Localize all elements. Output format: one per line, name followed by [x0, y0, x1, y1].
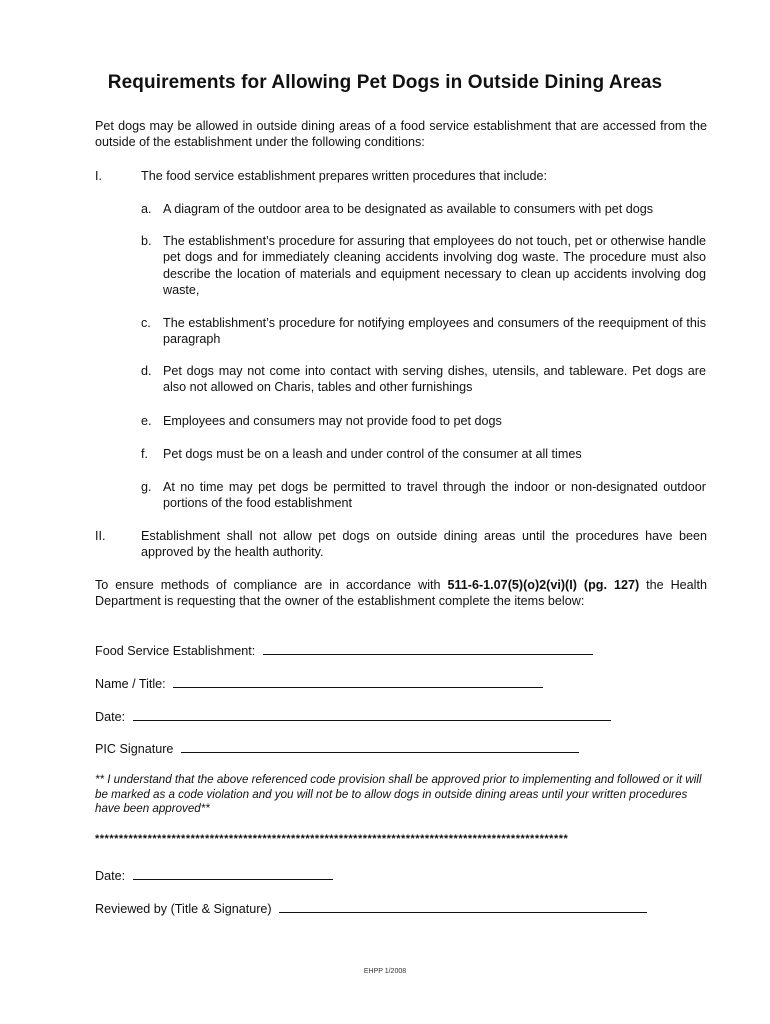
item-b-text: The establishment’s procedure for assuring that employees do not touch, pet or otherwise handle pet dogs and for immediately cleaning accidents involving dog waste. The procedure must also describe the location of materials and equipment necessary to clean up accidents involving dog waste,	[163, 234, 706, 298]
section-1-numeral: I.	[95, 169, 102, 183]
footer-code: EHPP 1/2008	[363, 968, 407, 975]
reviewed-by-label: Reviewed by (Title & Signature)	[95, 902, 272, 916]
item-a-letter: a.	[141, 202, 152, 216]
name-title-blank[interactable]	[173, 675, 543, 688]
separator-line: ***************************************************************************************************	[95, 833, 569, 845]
pic-signature-field-row	[95, 740, 579, 757]
item-d-letter: d.	[141, 364, 152, 378]
item-a-text: A diagram of the outdoor area to be designated as available to consumers with pet dogs	[163, 202, 654, 216]
item-b-letter: b.	[141, 234, 152, 248]
establishment-label: Food Service Establishment:	[95, 644, 256, 658]
code-reference: 511-6-1.07(5)(o)2(vi)(I) (pg. 127)	[447, 578, 640, 592]
review-date-blank[interactable]	[133, 867, 333, 880]
item-e-letter: e.	[141, 414, 152, 428]
section-2-text: Establishment shall not allow pet dogs on outside dining areas until the procedures have been approved by the health authority.	[141, 529, 707, 560]
item-f-letter: f.	[141, 447, 148, 461]
reviewed-by-blank[interactable]	[279, 900, 647, 913]
reviewed-by-field-row	[95, 900, 647, 917]
section-1-text: The food service establishment prepares written procedures that include:	[141, 169, 548, 183]
page-title: Requirements for Allowing Pet Dogs in Outside Dining Areas	[107, 72, 663, 93]
name-title-field-row	[95, 675, 543, 692]
compliance-paragraph	[95, 577, 707, 610]
item-f-text: Pet dogs must be on a leash and under control of the consumer at all times	[163, 447, 582, 461]
item-g-text: At no time may pet dogs be permitted to travel through the indoor or non-designated outdoor portions of the food establishment	[163, 480, 706, 511]
compliance-after: the Health Department is requesting that the owner of the establishment complete the items below:	[95, 578, 707, 609]
section-2-numeral: II.	[95, 529, 106, 543]
establishment-blank[interactable]	[263, 642, 593, 655]
pic-signature-blank[interactable]	[181, 740, 579, 753]
date-field-row	[95, 708, 611, 725]
item-d-text: Pet dogs may not come into contact with serving dishes, utensils, and tableware. Pet dogs are also not allowed on Charis, tables and other furnishings	[163, 364, 706, 395]
acknowledgement-note: ** I understand that the above referenced code provision shall be approved prior to implementing and followed or it will be marked as a code violation and you will not be to allow dogs in outside dining areas until your written procedures have been approved**	[95, 773, 702, 816]
review-date-field-row	[95, 867, 333, 884]
establishment-field-row	[95, 642, 593, 659]
pic-signature-label: PIC Signature	[95, 742, 174, 756]
compliance-before: To ensure methods of compliance are in accordance with	[95, 578, 448, 592]
item-c-text: The establishment’s procedure for notifying employees and consumers of the reequipment of this paragraph	[163, 316, 706, 347]
name-title-label: Name / Title:	[95, 677, 166, 691]
item-e-text: Employees and consumers may not provide food to pet dogs	[163, 414, 502, 428]
item-c-letter: c.	[141, 316, 151, 330]
item-g-letter: g.	[141, 480, 152, 494]
date-label: Date:	[95, 710, 126, 724]
date-blank[interactable]	[133, 708, 611, 721]
review-date-label: Date:	[95, 869, 126, 883]
intro-paragraph: Pet dogs may be allowed in outside dining areas of a food service establishment that are accessed from the outside of the establishment under the following conditions:	[95, 119, 707, 150]
